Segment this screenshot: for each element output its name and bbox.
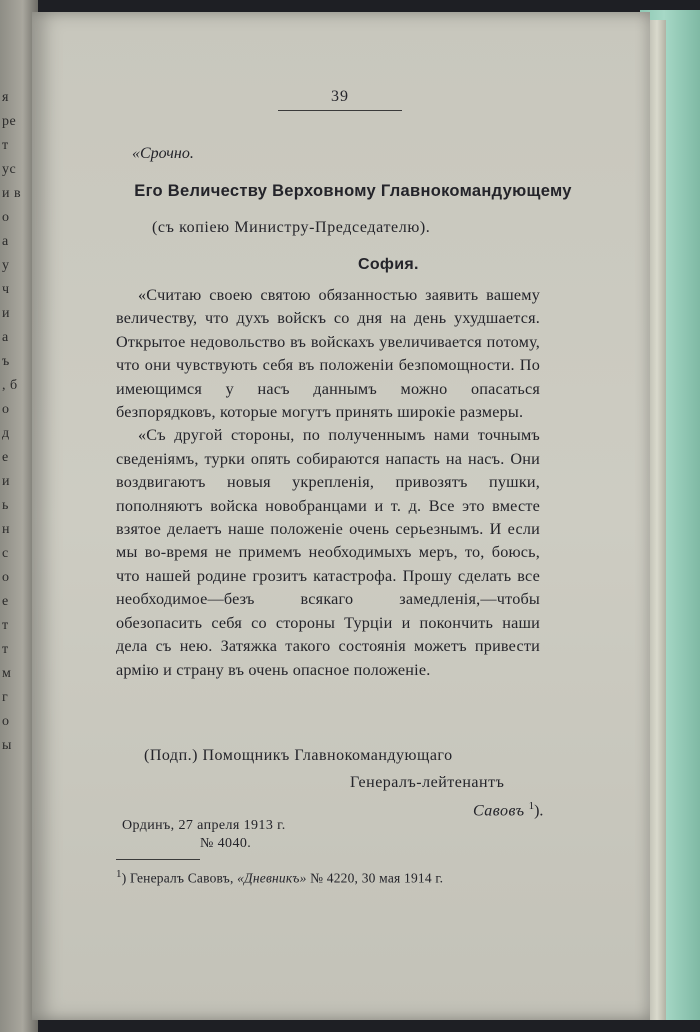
facing-page-fragment: я	[2, 90, 9, 105]
facing-page-fragment: и	[2, 474, 10, 489]
signature-name: Савовъ	[473, 802, 525, 820]
footnote-source: «Дневникъ»	[237, 870, 307, 886]
facing-page-fragment: ч	[2, 282, 10, 297]
letter-addressee: Его Величеству Верховному Главнокомандующему	[134, 182, 572, 200]
document-number: № 4040.	[200, 836, 252, 851]
facing-page-fragment: о	[2, 210, 10, 225]
footnote-suffix: № 4220, 30 мая 1914 г.	[306, 870, 444, 886]
footnote-mark: 1	[116, 868, 122, 880]
paragraph: «Съ другой стороны, по полученнымъ нами точнымъ сведенiямъ, турки опять собираются напасть на насъ. Они воздвигаютъ новыя укрепленiя, привозятъ пушки, пополняютъ войска новобранцами и т. д. Все это вместе взятое делаетъ наше положенiе очень серьезнымъ. И если мы во-время не примемъ необходимыхъ меръ, то, боюсь, что нашей родине грозитъ катастрофа. Прошу сделать все необходимое—безъ всякаго замедленiя,—чтобы обезопасить себя со стороны Турцiи и покончить наши дела съ нею. Затяжка такого состоянiя можетъ привести армiю и страну въ очень опасное положенiе.	[116, 426, 540, 679]
facing-page-fragment: и в	[2, 186, 22, 201]
facing-page-fragment: ъ	[2, 354, 10, 369]
facing-page-fragment: ь	[2, 498, 9, 513]
facing-page-fragment: т	[2, 138, 9, 153]
facing-page-fragment: е	[2, 594, 9, 609]
paragraph: «Считаю своею святою обязанностью заявить вашему величеству, что духъ войскъ со дня на день ухудшается. Открытое недовольство въ войскахъ увеличивается потому, что они чувствують себя въ положенiи безпомощности. По имеющимся у насъ даннымъ можно опасаться безпорядковъ, которые могутъ принять широкiе размеры.	[116, 286, 540, 422]
letter-body	[116, 284, 540, 682]
facing-page-fragment: м	[2, 666, 12, 681]
letter-place: София.	[358, 256, 419, 273]
book-page	[32, 12, 650, 1020]
signature-rank: Генералъ-лейтенантъ	[350, 774, 505, 791]
footnote-rule	[116, 859, 200, 860]
page-number-rule	[278, 110, 402, 111]
facing-page-fragment: , б	[2, 378, 18, 393]
facing-page-fragment: с	[2, 546, 9, 561]
signature-closing: ).	[534, 802, 544, 820]
facing-page-fragment: ус	[2, 162, 17, 177]
facing-page-fragment: е	[2, 450, 9, 465]
facing-page-fragment: и	[2, 306, 10, 321]
facing-page-fragment: а	[2, 234, 9, 249]
facing-page-fragment: у	[2, 258, 10, 273]
facing-page-fragment: г	[2, 690, 9, 705]
urgent-label: «Срочно.	[132, 145, 194, 162]
facing-page-fragment: а	[2, 330, 9, 345]
location-date: Ординъ, 27 апреля 1913 г.	[122, 818, 286, 833]
facing-page-fragment: о	[2, 714, 10, 729]
facing-page-fragment: н	[2, 522, 10, 537]
page-number: 39	[331, 88, 349, 105]
page-block-edge	[648, 20, 666, 1020]
facing-page-fragment: т	[2, 642, 9, 657]
facing-page-fragment: о	[2, 570, 10, 585]
facing-page-fragment: ы	[2, 738, 12, 753]
facing-page-fragment: т	[2, 618, 9, 633]
copy-recipient: (съ копiею Министру-Председателю).	[152, 219, 431, 236]
footnote-prefix: ) Генералъ Савовъ,	[121, 870, 238, 886]
facing-page-fragment: д	[2, 426, 10, 441]
facing-page-fragment: ре	[2, 114, 17, 129]
facing-page-fragment: о	[2, 402, 10, 417]
footnote	[116, 868, 443, 887]
footnote-reference: 1	[528, 800, 535, 812]
signature-name-line	[473, 800, 543, 820]
signature-title: (Подп.) Помощникъ Главнокомандующаго	[144, 747, 453, 764]
